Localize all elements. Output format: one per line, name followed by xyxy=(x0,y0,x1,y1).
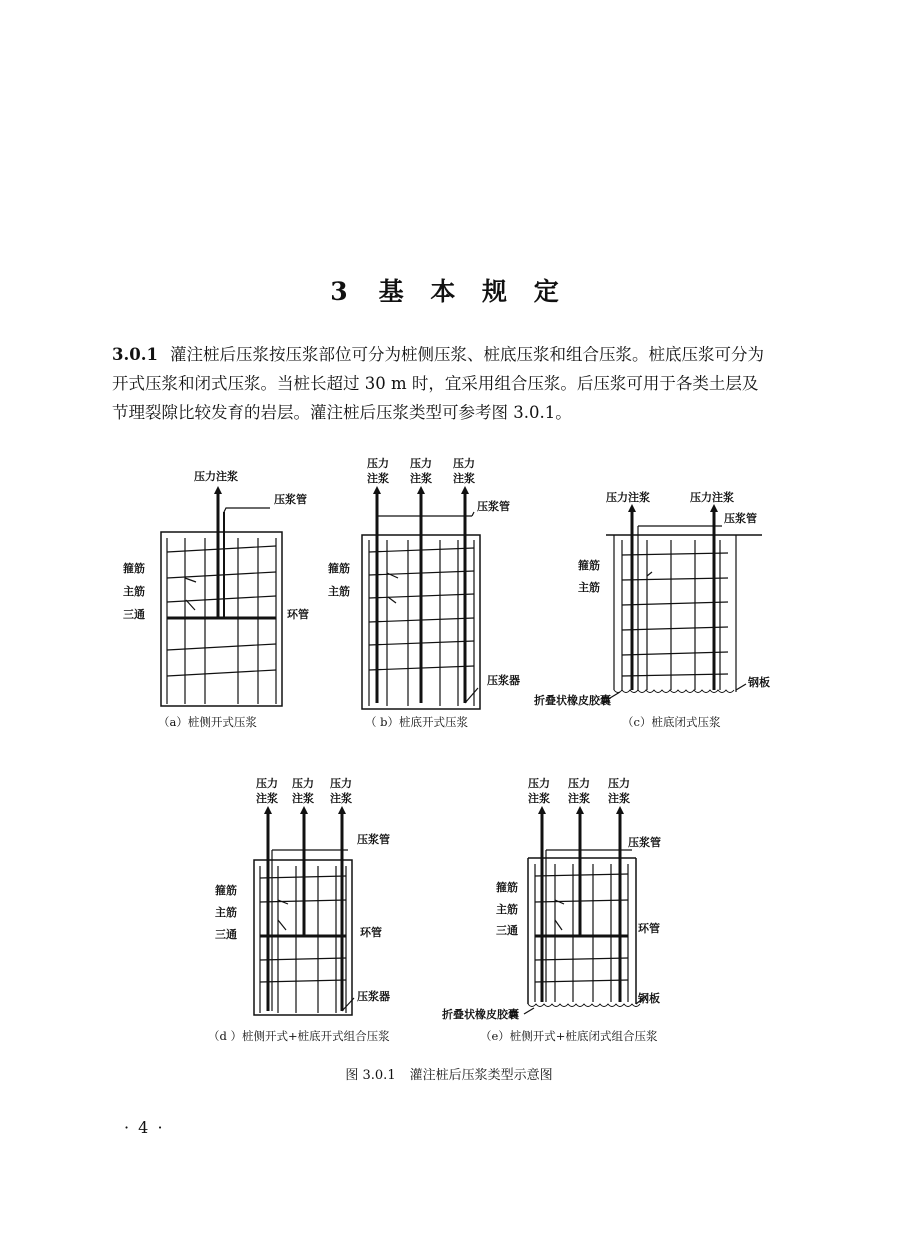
b-pressure-3-top: 压力 xyxy=(453,457,475,470)
clause-line-2: 开式压浆和闭式压浆。当桩长超过 30 m 时，宜采用组合压浆。后压浆可用于各类土层及 xyxy=(112,374,759,393)
a-main-rebar-label: 主筋 xyxy=(123,585,145,598)
page-number: · 4 · xyxy=(124,1118,165,1137)
b-grouter-label: 压浆器 xyxy=(487,674,520,687)
d-main-rebar-label: 主筋 xyxy=(215,906,237,919)
c-grout-pipe-label: 压浆管 xyxy=(724,512,757,525)
e-pressure-3-bottom: 注浆 xyxy=(608,792,630,805)
a-ring-pipe-label: 环管 xyxy=(287,608,309,621)
e-main-rebar-label: 主筋 xyxy=(496,903,518,916)
c-rubber-bladder-label: 折叠状橡皮胶囊 xyxy=(534,694,611,707)
a-stirrup-label: 箍筋 xyxy=(123,562,145,575)
clause-3-0-1 xyxy=(112,340,792,427)
subcaption-d: （d ）桩侧开式+桩底开式组合压浆 xyxy=(208,1029,390,1043)
e-pressure-1-top: 压力 xyxy=(528,777,550,790)
figure-label: 图 3.0.1 xyxy=(345,1068,396,1083)
b-main-rebar-label: 主筋 xyxy=(328,585,350,598)
d-pressure-1-bottom: 注浆 xyxy=(256,792,278,805)
d-pressure-2-bottom: 注浆 xyxy=(292,792,314,805)
subcaption-a: （a）桩侧开式压浆 xyxy=(158,715,257,729)
c-stirrup-label: 箍筋 xyxy=(578,559,600,572)
e-pressure-3-top: 压力 xyxy=(608,777,630,790)
e-steel-plate-label: 钢板 xyxy=(638,992,660,1005)
diagram-a xyxy=(161,494,282,706)
e-ring-pipe-label: 环管 xyxy=(638,922,660,935)
d-grouter-label: 压浆器 xyxy=(357,990,390,1003)
d-pressure-1-top: 压力 xyxy=(256,777,278,790)
a-grout-pipe-label: 压浆管 xyxy=(274,493,307,506)
e-grout-pipe-label: 压浆管 xyxy=(628,836,661,849)
a-pressure-grouting-label: 压力注浆 xyxy=(194,470,238,483)
e-pressure-2-bottom: 注浆 xyxy=(568,792,590,805)
clause-line-1: 灌注桩后压浆按压浆部位可分为桩侧压浆、桩底压浆和组合压浆。桩底压浆可分为 xyxy=(169,345,764,364)
pile-grouting-figure xyxy=(0,440,898,1060)
e-stirrup-label: 箍筋 xyxy=(496,881,518,894)
b-pressure-2-bottom: 注浆 xyxy=(410,472,432,485)
clause-line-3: 节理裂隙比较发育的岩层。灌注桩后压浆类型可参考图 3.0.1。 xyxy=(112,403,572,422)
subcaption-b: （ b）桩底开式压浆 xyxy=(365,715,469,729)
subcaption-e: （e）桩侧开式+桩底闭式组合压浆 xyxy=(480,1029,658,1043)
b-stirrup-label: 箍筋 xyxy=(328,562,350,575)
chapter-title: 3 基 本 规 定 xyxy=(330,277,568,306)
figure-title: 灌注桩后压浆类型示意图 xyxy=(409,1068,553,1083)
subcaption-c: （c）桩底闭式压浆 xyxy=(622,715,721,729)
diagram-b xyxy=(362,490,480,709)
d-grout-pipe-label: 压浆管 xyxy=(357,833,390,846)
d-pressure-3-top: 压力 xyxy=(330,777,352,790)
d-ring-pipe-label: 环管 xyxy=(360,926,382,939)
c-steel-plate-label: 钢板 xyxy=(748,676,770,689)
diagram-d xyxy=(254,810,354,1015)
b-pressure-1-bottom: 注浆 xyxy=(367,472,389,485)
b-pressure-1-top: 压力 xyxy=(367,457,389,470)
d-stirrup-label: 箍筋 xyxy=(215,884,237,897)
b-grout-pipe-label: 压浆管 xyxy=(477,500,510,513)
c-pressure-grouting-1: 压力注浆 xyxy=(606,491,650,504)
e-rubber-bladder-label: 折叠状橡皮胶囊 xyxy=(442,1008,519,1021)
b-pressure-2-top: 压力 xyxy=(410,457,432,470)
figure-caption xyxy=(0,1064,898,1083)
e-pressure-1-bottom: 注浆 xyxy=(528,792,550,805)
d-tee-label: 三通 xyxy=(215,928,237,941)
e-pressure-2-top: 压力 xyxy=(568,777,590,790)
b-pressure-3-bottom: 注浆 xyxy=(453,472,475,485)
c-main-rebar-label: 主筋 xyxy=(578,581,600,594)
a-tee-label: 三通 xyxy=(123,608,145,621)
d-pressure-3-bottom: 注浆 xyxy=(330,792,352,805)
e-tee-label: 三通 xyxy=(496,924,518,937)
diagram-c xyxy=(606,508,762,698)
d-pressure-2-top: 压力 xyxy=(292,777,314,790)
clause-number: 3.0.1 xyxy=(112,345,158,364)
c-pressure-grouting-2: 压力注浆 xyxy=(690,491,734,504)
